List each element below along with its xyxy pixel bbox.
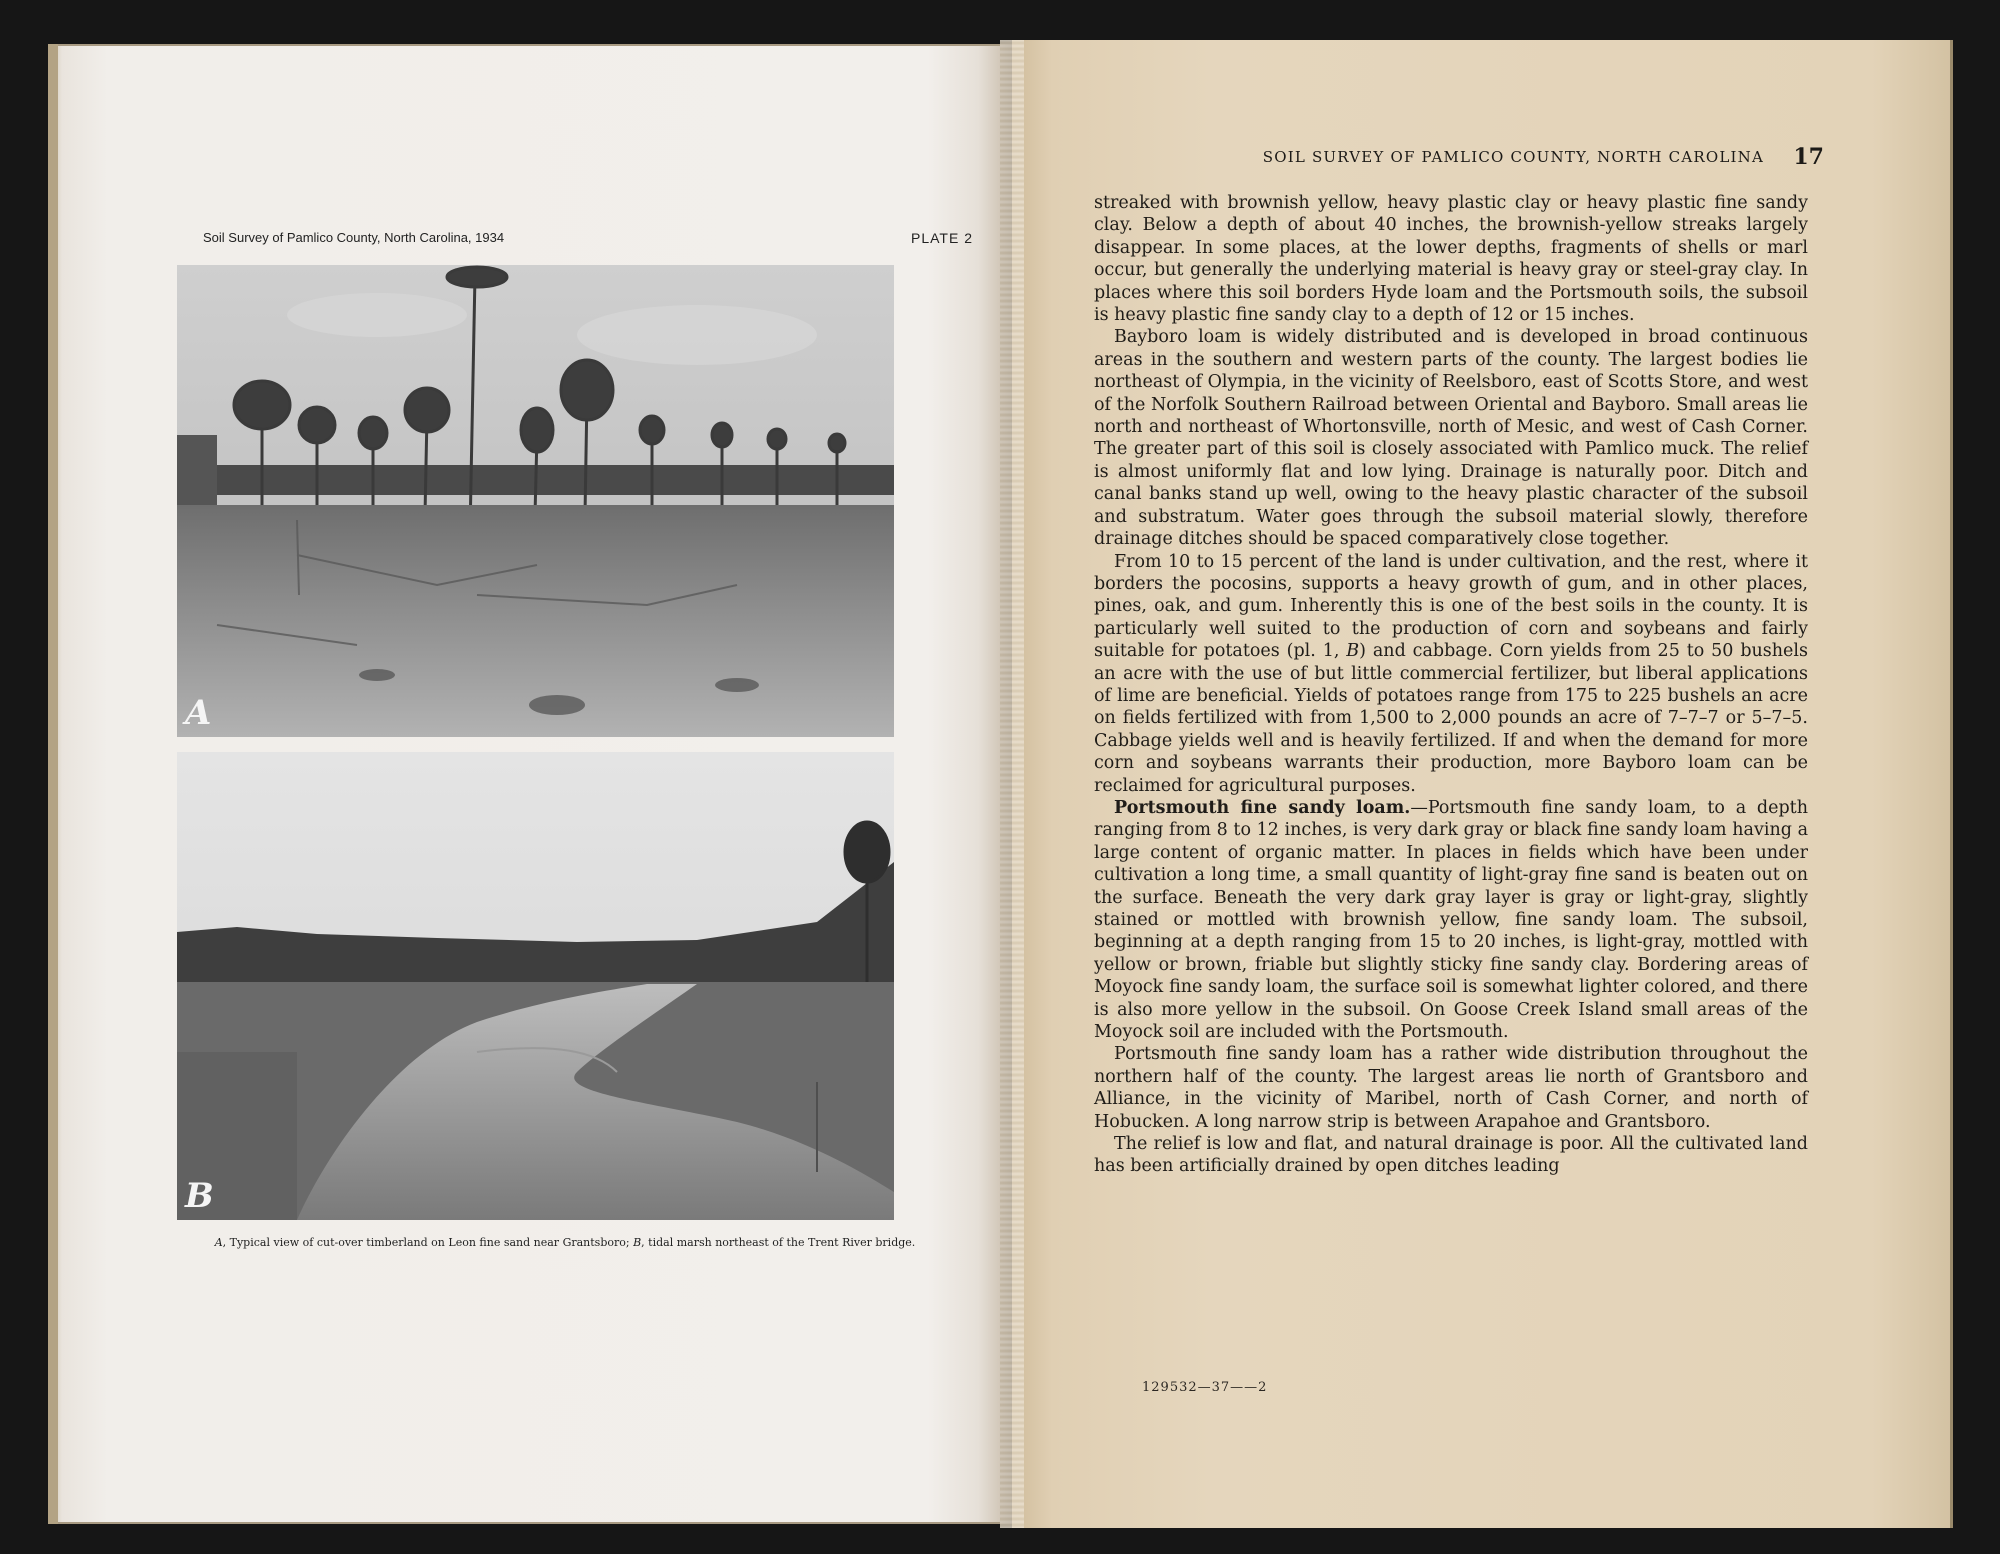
tidal-marsh-image (177, 752, 894, 1220)
caption-part-a: , Typical view of cut-over timberland on Leon fine sand near Grantsboro; (222, 1236, 634, 1249)
page-number: 17 (1793, 144, 1824, 170)
plate-survey-title: Soil Survey of Pamlico County, North Carolina, 1934 (203, 230, 505, 245)
paragraph-1: streaked with brownish yellow, heavy plastic clay or heavy plastic fine sandy clay. Below a depth of about 40 inches, the brownish-yellow streaks largely disappear. In some places, at the lower depths, fragments of shells or marl occur, but generally the underlying material is heavy gray or steel-gray clay. In places where this soil borders Hyde loam and the Portsmouth soils, the subsoil is heavy plastic fine sandy clay to a depth of 12 or 15 inches. (1094, 193, 1808, 326)
plate-header (203, 230, 973, 254)
caption-a-letter: A (214, 1236, 223, 1249)
paragraph-3 (1094, 551, 1808, 797)
plate-caption (205, 1236, 925, 1250)
paragraph-3-plate-ref: B (1346, 641, 1360, 662)
right-page (1012, 40, 1953, 1528)
section-heading-portsmouth: Portsmouth fine sandy loam. (1114, 797, 1411, 818)
paragraph-5: Portsmouth fine sandy loam has a rather wide distribution throughout the northern half of the county. The largest areas lie north of Grantsboro and Alliance, in the vicinity of Maribel, north of Cash Corner, and north of Hobucken. A long narrow strip is between Arapahoe and Grantsboro. (1094, 1044, 1808, 1132)
timberland-image (177, 265, 894, 737)
paragraph-3-part-b: ) and cabbage. Corn yields from 25 to 50 bushels an acre with the use of but little commercial fertilizer, but liberal applications of lime are beneficial. Yields of potatoes range from 175 to 225 bushels an acre on fields fertilized with from 1,500 to 2,000 pounds an acre of 7–7–7 or 5–7–5. Cabbage yields well and is heavily fertilized. If and when the demand for more corn and soybeans warrants their production, more Bayboro loam can be reclaimed for agricultural purposes. (1094, 641, 1808, 796)
running-head (1164, 144, 1824, 174)
paragraph-3-part-a: From 10 to 15 percent of the land is under cultivation, and the rest, where it borders the pocosins, supports a heavy growth of gum, and in other places, pines, oak, and gum. Inherently this is one of the best soils in the county. It is particularly well suited to the production of corn and soybeans and fairly suitable for potatoes (pl. 1, (1094, 551, 1808, 662)
photo-a-label: A (185, 693, 212, 733)
plate-number: PLATE 2 (911, 230, 973, 246)
photo-b-label: B (185, 1176, 214, 1216)
paragraph-6: The relief is low and flat, and natural drainage is poor. All the cultivated land has been artificially drained by open ditches leading (1094, 1134, 1808, 1177)
paragraph-4 (1094, 797, 1808, 1043)
paragraph-4-text: —Portsmouth fine sandy loam, to a depth ranging from 8 to 12 inches, is very dark gray or black fine sandy loam having a large content of organic matter. In places in fields which have been under cultivation a long time, a small quantity of light-gray fine sand is beaten out on the surface. Beneath the very dark gray layer is gray or light-gray, slightly stained or mottled with brownish yellow, fine sandy loam. The subsoil, beginning at a depth ranging from 15 to 20 inches, is light-gray, mottled with yellow or brown, friable but slightly sticky fine sandy clay. Bordering areas of Moyock fine sandy loam, the surface soil is somewhat lighter colored, and there is also more yellow in the subsoil. On Goose Creek Island small areas of the Moyock soil are included with the Portsmouth. (1094, 797, 1808, 1043)
photo-a-timberland (177, 265, 894, 737)
caption-part-b: , tidal marsh northeast of the Trent River bridge. (641, 1236, 916, 1249)
printer-code: 129532—37——2 (1142, 1380, 1268, 1395)
paragraph-2: Bayboro loam is widely distributed and is developed in broad continuous areas in the southern and western parts of the county. The largest bodies lie northeast of Olympia, in the vicinity of Reelsboro, east of Scotts Store, and west of the Norfolk Southern Railroad between Oriental and Bayboro. Small areas lie north and northeast of Whortonsville, north of Mesic, and west of Cash Corner. The greater part of this soil is closely associated with Pamlico muck. The relief is almost uniformly flat and low lying. Drainage is naturally poor. Ditch and canal banks stand up well, owing to the heavy plastic character of the subsoil and substratum. Water goes through the subsoil material slowly, therefore drainage ditches should be spaced comparatively close together. (1094, 327, 1808, 550)
caption-b-letter: B (633, 1236, 642, 1249)
body-text (1094, 192, 1808, 1178)
photo-b-tidal-marsh (177, 752, 894, 1220)
running-head-title: SOIL SURVEY OF PAMLICO COUNTY, NORTH CAROLINA (1262, 148, 1764, 166)
